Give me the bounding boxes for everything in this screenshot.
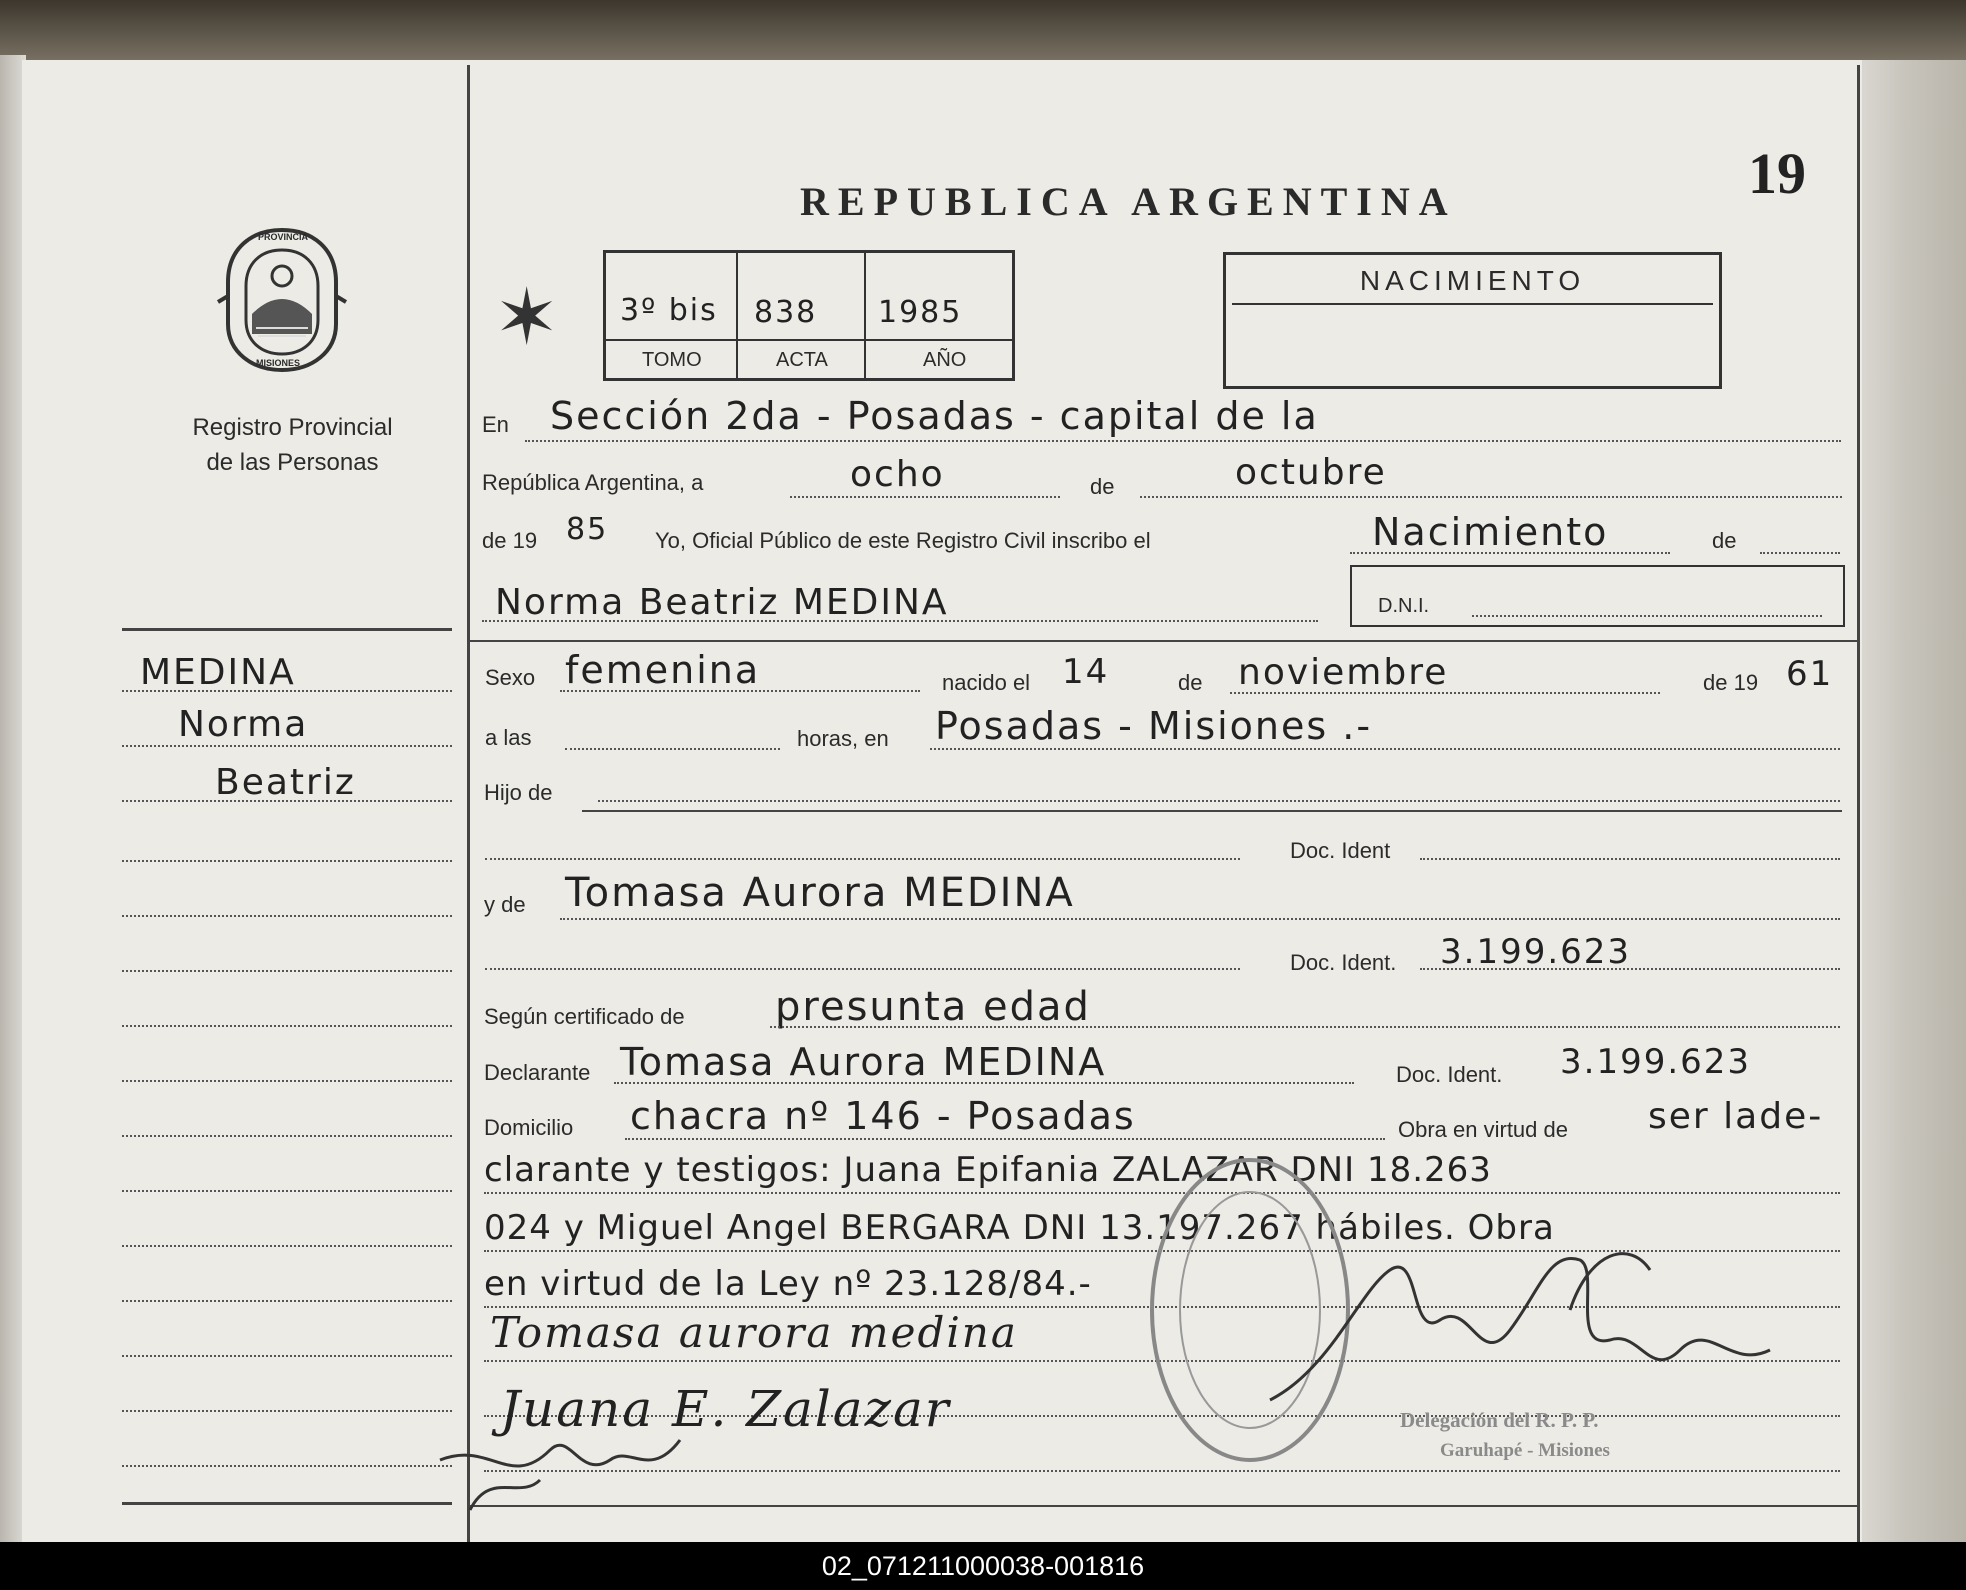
declarante-doc-value: 3.199.623 bbox=[1560, 1042, 1752, 1082]
obra-value: ser lade- bbox=[1648, 1096, 1824, 1137]
delegation-stamp: Delegación del R. P. P. bbox=[1400, 1408, 1599, 1432]
nacido-label: nacido el bbox=[942, 670, 1031, 695]
sidebar-line bbox=[122, 1465, 452, 1467]
tomo-value: 3º bis bbox=[620, 293, 718, 328]
de-label-2: de bbox=[1712, 528, 1737, 553]
record-box-inner-top bbox=[606, 339, 1012, 341]
hijo-label: Hijo de bbox=[484, 780, 553, 805]
seal-bottom-text: MISIONES bbox=[256, 358, 301, 368]
seal-top-text: PROVINCIA bbox=[258, 232, 309, 242]
acta-value: 838 bbox=[754, 295, 818, 330]
sidebar-line bbox=[122, 1080, 452, 1082]
sidebar-rule-bottom bbox=[122, 1502, 452, 1505]
birth-year-value: 61 bbox=[1786, 654, 1834, 694]
sidebar-given-name-1: Norma bbox=[178, 704, 309, 745]
witness-scribble-signature bbox=[430, 1400, 690, 1520]
segun-label: Según certificado de bbox=[484, 1004, 685, 1029]
declarante-doc-label: Doc. Ident. bbox=[1396, 1062, 1503, 1087]
record-type-label: NACIMIENTO bbox=[1359, 265, 1586, 296]
form-line bbox=[1140, 496, 1842, 498]
y-de-label: y de bbox=[484, 892, 526, 917]
en-label: En bbox=[482, 412, 509, 437]
sidebar-line bbox=[122, 1300, 452, 1302]
record-number-box bbox=[603, 250, 1015, 381]
notes-line-1: clarante y testigos: Juana Epifania ZALAZAR DNI 18.263 bbox=[484, 1150, 1492, 1190]
right-margin-line bbox=[1857, 65, 1860, 1542]
page-number: 19 bbox=[1748, 141, 1806, 206]
form-line bbox=[614, 1082, 1354, 1084]
sidebar-given-name-2: Beatriz bbox=[215, 762, 356, 803]
sidebar-line bbox=[122, 1410, 452, 1412]
registry-name: Registro Provincial de las Personas bbox=[192, 414, 393, 476]
delegation-stamp-place: Garuhapé - Misiones bbox=[1440, 1440, 1610, 1461]
day-value: ocho bbox=[850, 454, 945, 495]
form-line bbox=[1420, 858, 1840, 860]
form-rule bbox=[582, 810, 1842, 812]
horas-label: horas, en bbox=[797, 726, 889, 751]
form-line bbox=[560, 690, 920, 692]
declarante-value: Tomasa Aurora MEDINA bbox=[620, 1040, 1107, 1084]
obra-label: Obra en virtud de bbox=[1398, 1117, 1568, 1142]
sidebar-rule-top bbox=[122, 628, 452, 631]
a-las-label: a las bbox=[485, 725, 532, 750]
form-line bbox=[598, 800, 1840, 802]
birth-day: 14 bbox=[1062, 652, 1110, 692]
form-line bbox=[1472, 615, 1822, 617]
sidebar-line bbox=[122, 970, 452, 972]
officer-text: Yo, Oficial Público de este Registro Civil inscribo el bbox=[655, 528, 1151, 553]
form-line bbox=[930, 748, 1840, 750]
declarante-label: Declarante bbox=[484, 1060, 591, 1085]
dni-box bbox=[1350, 565, 1845, 627]
segun-value: presunta edad bbox=[775, 984, 1091, 1030]
act-value: Nacimiento bbox=[1372, 510, 1609, 554]
mother-doc-label: Doc. Ident. bbox=[1290, 950, 1397, 975]
sidebar-line bbox=[122, 1135, 452, 1137]
birth-month: noviembre bbox=[1238, 652, 1449, 693]
form-line bbox=[485, 968, 1240, 970]
image-caption: 02_071211000038-001816 bbox=[0, 1542, 1966, 1590]
mother-doc-value: 3.199.623 bbox=[1440, 932, 1632, 972]
sidebar-line bbox=[122, 1245, 452, 1247]
birth-de-label: de bbox=[1178, 670, 1203, 695]
form-line bbox=[1230, 692, 1660, 694]
sidebar-line bbox=[122, 860, 452, 862]
domicilio-value: chacra nº 146 - Posadas bbox=[630, 1094, 1136, 1138]
province-seal bbox=[212, 224, 352, 376]
signature-witness: Juana E. Zalazar bbox=[500, 1380, 951, 1438]
form-line bbox=[770, 1026, 1840, 1028]
mother-name: Tomasa Aurora MEDINA bbox=[565, 870, 1075, 916]
page-stack-edge bbox=[1862, 60, 1966, 1542]
column-divider bbox=[467, 65, 470, 1542]
en-value: Sección 2da - Posadas - capital de la bbox=[550, 394, 1319, 438]
officer-signature bbox=[1250, 1230, 1810, 1430]
record-box-col-divider bbox=[864, 253, 866, 378]
father-doc-label: Doc. Ident bbox=[1290, 838, 1391, 863]
signature-declarante: Tomasa aurora medina bbox=[490, 1308, 1018, 1357]
republica-label: República Argentina, a bbox=[482, 470, 704, 495]
form-line bbox=[525, 440, 1841, 442]
year-label: de 19 bbox=[482, 528, 538, 553]
sidebar-line bbox=[122, 1190, 452, 1192]
year-value: 85 bbox=[566, 512, 609, 547]
domicilio-label: Domicilio bbox=[484, 1115, 574, 1140]
record-type-box bbox=[1223, 252, 1722, 389]
sexo-value: femenina bbox=[565, 648, 761, 692]
birth-place: Posadas - Misiones .- bbox=[935, 704, 1373, 748]
form-line bbox=[1420, 968, 1840, 970]
form-line bbox=[482, 620, 1318, 622]
form-line bbox=[560, 918, 1840, 920]
registered-name: Norma Beatriz MEDINA bbox=[495, 582, 949, 623]
form-line bbox=[485, 858, 1240, 860]
form-line bbox=[625, 1138, 1385, 1140]
form-line bbox=[790, 496, 1060, 498]
form-line bbox=[1760, 552, 1840, 554]
ano-value: 1985 bbox=[878, 295, 963, 330]
dni-label: D.N.I. bbox=[1378, 595, 1430, 617]
tomo-label: TOMO bbox=[642, 349, 702, 371]
ano-label: AÑO bbox=[923, 349, 967, 371]
seal-emblem-icon bbox=[212, 224, 352, 376]
notes-line-3: en virtud de la Ley nº 23.128/84.- bbox=[484, 1264, 1092, 1304]
sidebar-line bbox=[122, 745, 452, 747]
birth-year-label: de 19 bbox=[1703, 670, 1759, 695]
record-box-col-divider bbox=[736, 253, 738, 378]
form-rule bbox=[470, 640, 1858, 642]
star-mark: ✶ bbox=[494, 273, 560, 361]
sidebar-line bbox=[122, 1025, 452, 1027]
form-line bbox=[1350, 552, 1670, 554]
sidebar-line bbox=[122, 915, 452, 917]
de-label: de bbox=[1090, 474, 1115, 499]
acta-label: ACTA bbox=[776, 349, 828, 371]
record-type-rule bbox=[1232, 303, 1713, 305]
country-title: REPUBLICA ARGENTINA bbox=[800, 179, 1457, 224]
form-line bbox=[565, 748, 780, 750]
sexo-label: Sexo bbox=[485, 665, 536, 690]
sidebar-surname: MEDINA bbox=[140, 652, 296, 693]
sidebar-line bbox=[122, 1355, 452, 1357]
month-value: octubre bbox=[1235, 452, 1387, 493]
notes-line-2: 024 y Miguel Angel BERGARA DNI 13.197.267 hábiles. Obra bbox=[484, 1208, 1555, 1248]
